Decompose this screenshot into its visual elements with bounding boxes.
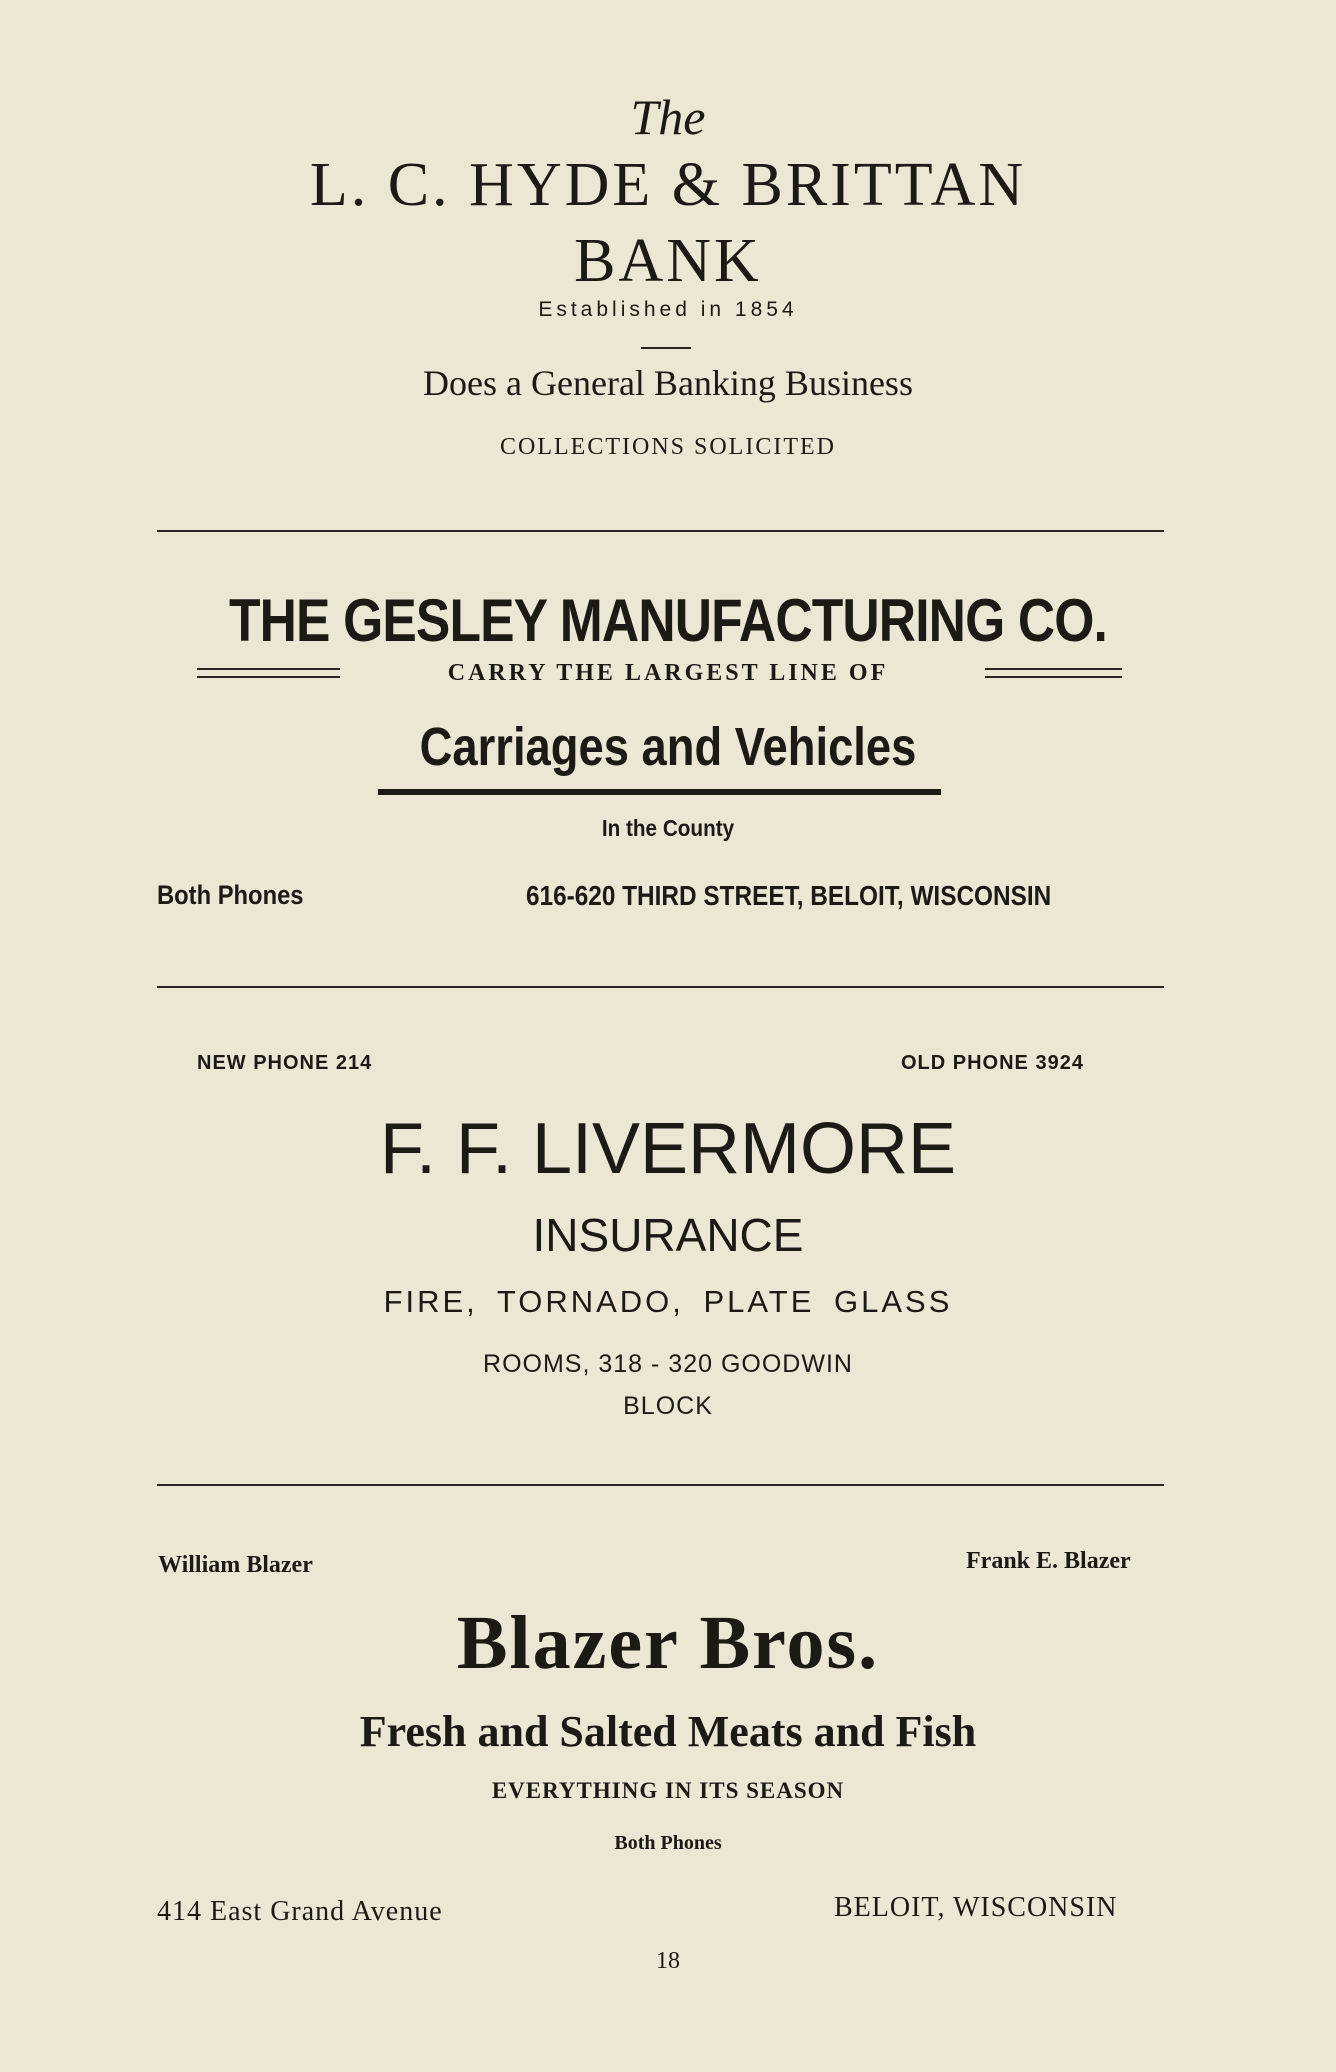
gesley-county: In the County <box>601 815 735 841</box>
livermore-name: F. F. LIVERMORE <box>379 1109 957 1189</box>
livermore-rooms: ROOMS, 318 - 320 GOODWIN <box>483 1350 853 1378</box>
blazer-season: EVERYTHING IN ITS SEASON <box>491 1778 845 1803</box>
gesley-company-name: THE GESLEY MANUFACTURING CO. <box>228 587 1108 654</box>
blazer-address: 414 East Grand Avenue <box>157 1896 443 1927</box>
livermore-lines: FIRE, TORNADO, PLATE GLASS <box>383 1284 953 1319</box>
livermore-new-phone: NEW PHONE 214 <box>197 1052 373 1074</box>
livermore-old-phone: OLD PHONE 3924 <box>901 1052 1084 1074</box>
section-divider <box>157 986 1164 988</box>
bank-name-line2: BANK <box>574 227 762 295</box>
bank-name-line1: L. C. HYDE & BRITTAN <box>309 151 1027 219</box>
blazer-partner-right: Frank E. Blazer <box>966 1548 1131 1574</box>
livermore-business: INSURANCE <box>532 1209 804 1261</box>
section-divider <box>157 530 1164 532</box>
section-divider <box>157 1484 1164 1486</box>
gesley-address: 616-620 THIRD STREET, BELOIT, WISCONSIN <box>526 880 1052 911</box>
blazer-city: BELOIT, WISCONSIN <box>834 1892 1118 1923</box>
blazer-product: Fresh and Salted Meats and Fish <box>359 1707 977 1756</box>
blazer-name: Blazer Bros. <box>456 1601 880 1685</box>
double-rule-right <box>985 668 1122 678</box>
blazer-phones: Both Phones <box>614 1832 722 1854</box>
gesley-product-underline <box>378 789 941 795</box>
page-number: 18 <box>656 1948 680 1974</box>
bank-collections: COLLECTIONS SOLICITED <box>500 434 836 460</box>
blazer-partner-left: William Blazer <box>158 1552 313 1578</box>
bank-established: Established in 1854 <box>538 298 798 321</box>
gesley-phones: Both Phones <box>157 880 304 910</box>
gesley-product: Carriages and Vehicles <box>419 717 917 777</box>
bank-dash-divider <box>641 347 691 349</box>
gesley-carry-line: CARRY THE LARGEST LINE OF <box>447 660 889 686</box>
bank-tagline: Does a General Banking Business <box>423 363 913 403</box>
livermore-block: BLOCK <box>623 1392 713 1420</box>
bank-the: The <box>630 89 706 145</box>
